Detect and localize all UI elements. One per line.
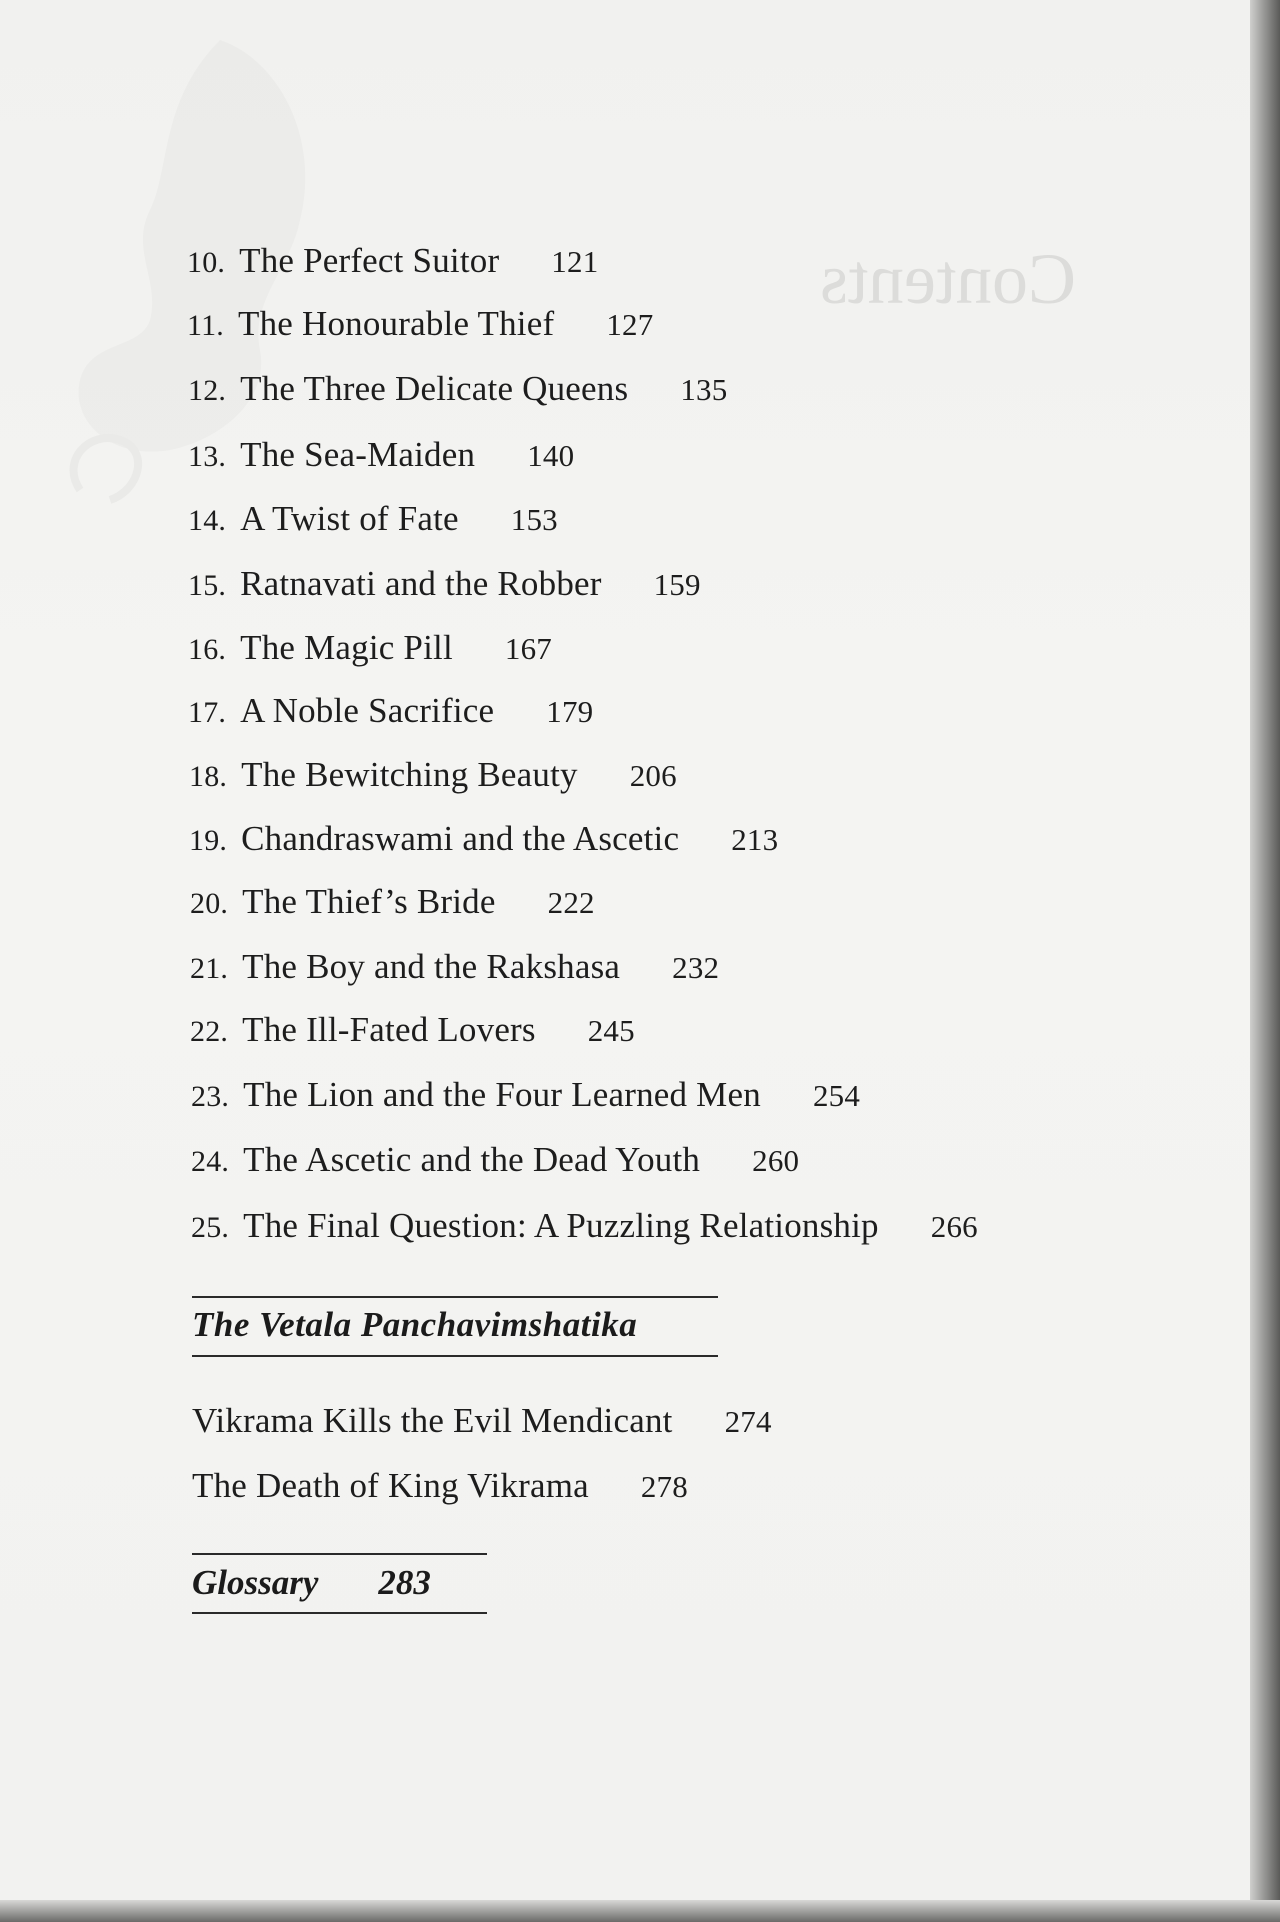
section-entry-page-number: 278 [640, 1469, 688, 1504]
toc-entry [191, 1077, 860, 1112]
chapter-title: The Thief’s Bride [242, 882, 496, 921]
section-entry-title: Vikrama Kills the Evil Mendicant [192, 1401, 673, 1440]
chapter-number: 22. [190, 1015, 229, 1048]
chapter-title: The Boy and the Rakshasa [242, 947, 621, 986]
chapter-number: 12. [188, 374, 227, 407]
toc-entry [189, 757, 677, 792]
bleed-through-title: Contents [820, 239, 1077, 319]
page-edge-shadow [1250, 0, 1280, 1922]
chapter-number: 21. [190, 952, 229, 985]
glossary-entry [192, 1563, 431, 1603]
chapter-number: 10. [187, 246, 226, 279]
chapter-page-number: 135 [680, 372, 728, 407]
chapter-page-number: 121 [551, 244, 599, 279]
chapter-title: The Honourable Thief [238, 304, 555, 343]
chapter-title: The Magic Pill [240, 628, 453, 667]
section-heading: The Vetala Panchavimshatika [192, 1305, 638, 1344]
toc-entry [190, 1012, 635, 1047]
glossary-rule-bottom [192, 1612, 487, 1614]
toc-entry [190, 884, 595, 919]
section-rule-top [192, 1296, 718, 1298]
chapter-title: The Final Question: A Puzzling Relationship [243, 1206, 879, 1245]
toc-entry [190, 949, 719, 984]
toc-entry [188, 371, 727, 406]
chapter-page-number: 266 [930, 1209, 978, 1244]
glossary-label: Glossary [192, 1563, 319, 1602]
chapter-page-number: 179 [546, 694, 594, 729]
chapter-number: 16. [188, 633, 227, 666]
toc-entry [187, 243, 598, 278]
chapter-title: The Ill-Fated Lovers [242, 1010, 536, 1049]
chapter-title: The Three Delicate Queens [240, 369, 629, 408]
chapter-title: Chandraswami and the Ascetic [241, 819, 680, 858]
toc-entry [188, 566, 701, 601]
chapter-page-number: 222 [547, 885, 595, 920]
chapter-number: 25. [191, 1211, 230, 1244]
chapter-page-number: 153 [510, 502, 558, 537]
chapter-title: Ratnavati and the Robber [240, 564, 602, 603]
toc-entry [188, 501, 558, 536]
chapter-title: The Perfect Suitor [239, 241, 500, 280]
chapter-page-number: 167 [504, 631, 552, 666]
chapter-title: A Noble Sacrifice [240, 691, 495, 730]
chapter-number: 17. [188, 696, 227, 729]
chapter-page-number: 127 [606, 307, 654, 342]
toc-entry [191, 1142, 799, 1177]
toc-entry [189, 821, 778, 856]
chapter-number: 11. [187, 309, 224, 342]
glossary-rule-top [192, 1553, 487, 1555]
chapter-page-number: 245 [587, 1013, 635, 1048]
chapter-page-number: 206 [629, 758, 677, 793]
chapter-title: A Twist of Fate [240, 499, 459, 538]
section-rule-bottom [192, 1355, 718, 1357]
chapter-number: 18. [189, 760, 228, 793]
toc-entry [188, 437, 574, 472]
chapter-number: 24. [191, 1145, 230, 1178]
chapter-page-number: 260 [752, 1143, 800, 1178]
chapter-number: 14. [188, 504, 227, 537]
section-entry-page-number: 274 [724, 1404, 772, 1439]
chapter-title: The Ascetic and the Dead Youth [243, 1140, 701, 1179]
toc-entry [187, 306, 653, 341]
glossary-page-number: 283 [378, 1563, 431, 1602]
section-entry [192, 1468, 688, 1503]
chapter-title: The Lion and the Four Learned Men [243, 1075, 761, 1114]
chapter-number: 19. [189, 824, 228, 857]
chapter-title: The Bewitching Beauty [241, 755, 578, 794]
chapter-page-number: 254 [812, 1078, 861, 1113]
chapter-page-number: 140 [527, 438, 575, 473]
chapter-page-number: 159 [653, 567, 701, 602]
chapter-number: 13. [188, 440, 227, 473]
page-bottom-shadow [0, 1900, 1280, 1922]
chapter-title: The Sea-Maiden [240, 435, 476, 474]
section-entry-title: The Death of King Vikrama [192, 1466, 589, 1505]
chapter-page-number: 232 [672, 950, 720, 985]
toc-entry [191, 1208, 978, 1243]
chapter-page-number: 213 [731, 822, 779, 857]
chapter-number: 15. [188, 569, 227, 602]
toc-entry [188, 693, 593, 728]
toc-entry [188, 630, 552, 665]
chapter-number: 23. [191, 1080, 230, 1113]
chapter-number: 20. [190, 887, 229, 920]
section-entry [192, 1403, 772, 1438]
